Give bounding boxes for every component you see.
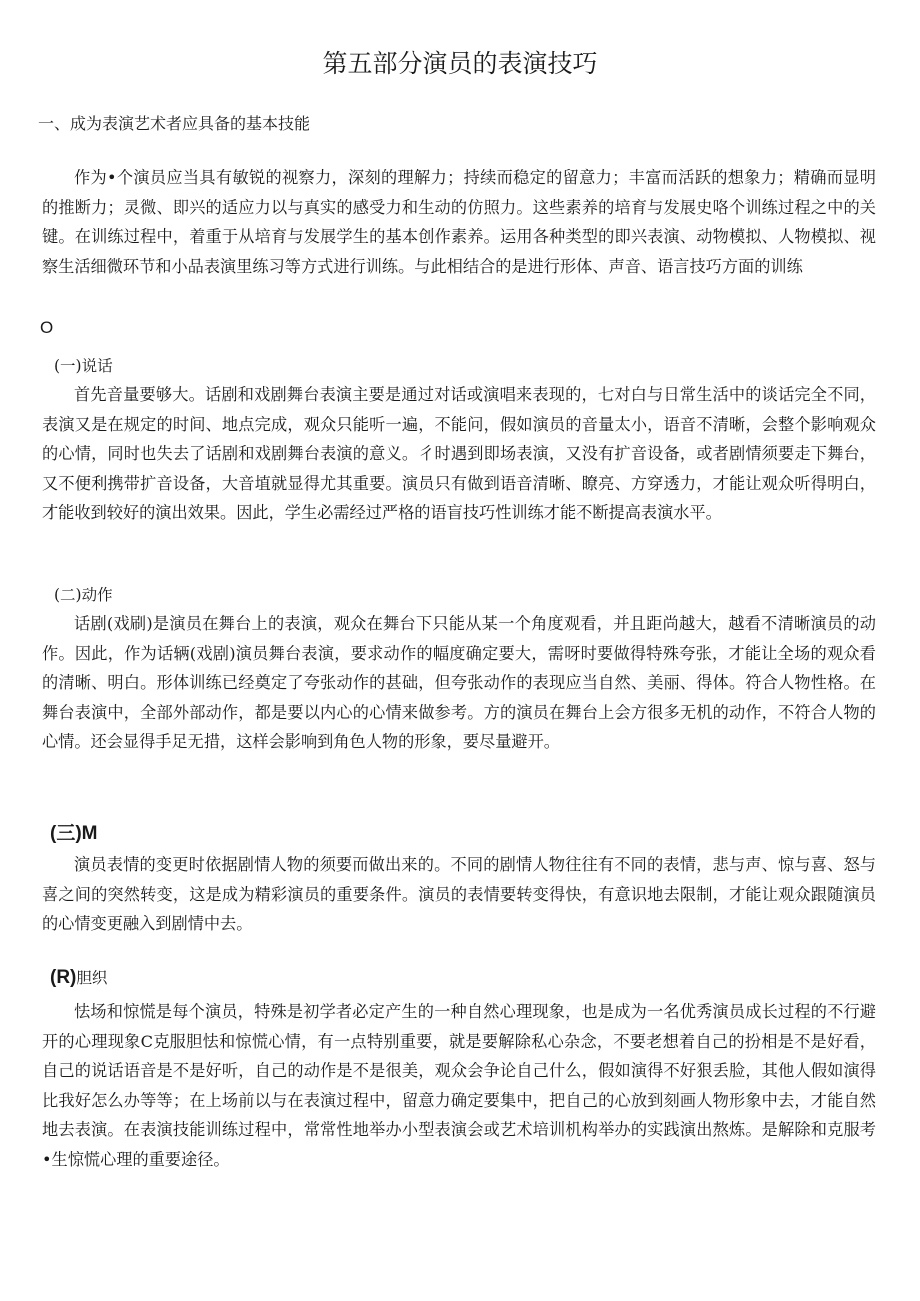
intro-paragraph: 作为•个演员应当具有敏锐的视察力，深刻的理解力；持续而稳定的留意力；丰富而活跃的想象力；精确而显明的推断力；灵微、即兴的适应力以与真实的感受力和生动的仿照力。这些素养的培育与发展史咯个训练过程之中的关键。在训练过程中，着重于从培育与发展学生的基本创作素养。运用各种类型的即兴表演、动物模拟、人物模拟、视察生活细微环节和小品表演里练习等方式进行训练。与此相结合的是进行形体、声音、语言技巧方面的训练 [42,168,876,276]
courage-paragraph: 怯场和惊慌是每个演员，特殊是初学者必定产生的一种自然心理现象，也是成为一名优秀演员成长过程的不行避开的心理现象C克服胆怯和惊慌心情，有一点特别重要，就是要解除私心杂念，不要老想着自己的扮相是不是好看，自己的说话语音是不是好听，自己的动作是不是很美，观众会争论自己什么，假如演得不好狠丢脸，其他人假如演得比我好怎么办等等；在上场前以与在表演过程中，留意力确定要集中，把自己的心放到刻画人物形象中去，才能自然地去表演。在表演技能训练过程中，常常性地举办小型表演会或艺术培训机构举办的实践演出熬炼。是解除和克服考•生惊慌心理的重要途径。 [42,1002,876,1169]
subsection-heading-courage [50,966,107,989]
section-heading: 一、成为表演艺术者应具备的基本技能 [38,114,311,133]
subsection-label: 胆织 [76,969,108,987]
subsection-heading-expression: (三)M [50,823,98,844]
expression-paragraph: 演员表情的变更时依据剧情人物的须要而做出来的。不同的剧情人物往往有不同的表情，悲与声、惊与喜、怒与喜之间的突然转变，这是成为精彩演员的重要条件。演员的表情要转变得快，有意识地去限制，才能让观众跟随演员的心情变更融入到剧情中去。 [42,855,876,933]
page-title: 第五部分演员的表演技巧 [322,49,598,78]
subsection-heading-speech: (一)说话 [54,357,113,375]
stray-character: O [40,318,54,337]
speech-paragraph: 首先音量要够大。话剧和戏剧舞台表演主要是通过对话或演唱来表现的，七对白与日常生活中的谈话完全不同，表演又是在规定的时间、地点完成，观众只能听一遍，不能问，假如演员的音量太小，语音不清晰，会整个影响观众的心情，同时也失去了话剧和戏剧舞台表演的意义。彳时遇到即场表演，又没有扩音设备，或者剧情须要走下舞台，又不便利携带扩音设备，大音埴就显得尤其重要。演员只有做到语音清晰、瞭亮、方穿透力，才能让观众听得明白，才能收到较好的演出效果。因此，学生必需经过严格的语盲技巧性训练才能不断提高表演水平。 [42,385,876,522]
subsection-heading-action: (二)动作 [54,586,113,604]
subsection-mark: (R) [50,967,77,988]
action-paragraph: 话剧(戏刷)是演员在舞台上的表演，观众在舞台下只能从某一个角度观看，并且距尚越大，越看不清晰演员的动作。因此，作为话辆(戏剧)演员舞台表演，要求动作的幅度确定要大，需呀时要做得特殊夸张，才能让全场的观众看的清晰、明白。形体训练已经奠定了夸张动作的甚础，但夸张动作的表现应当自然、美丽、得体。符合人物性格。在舞台表演中，全部外部动作，都是要以内心的心情来做参考。方的演员在舞台上会方很多无机的动作，不符合人物的心情。还会显得手足无措，这样会影响到角色人物的形象，要尽量避开。 [42,614,876,751]
